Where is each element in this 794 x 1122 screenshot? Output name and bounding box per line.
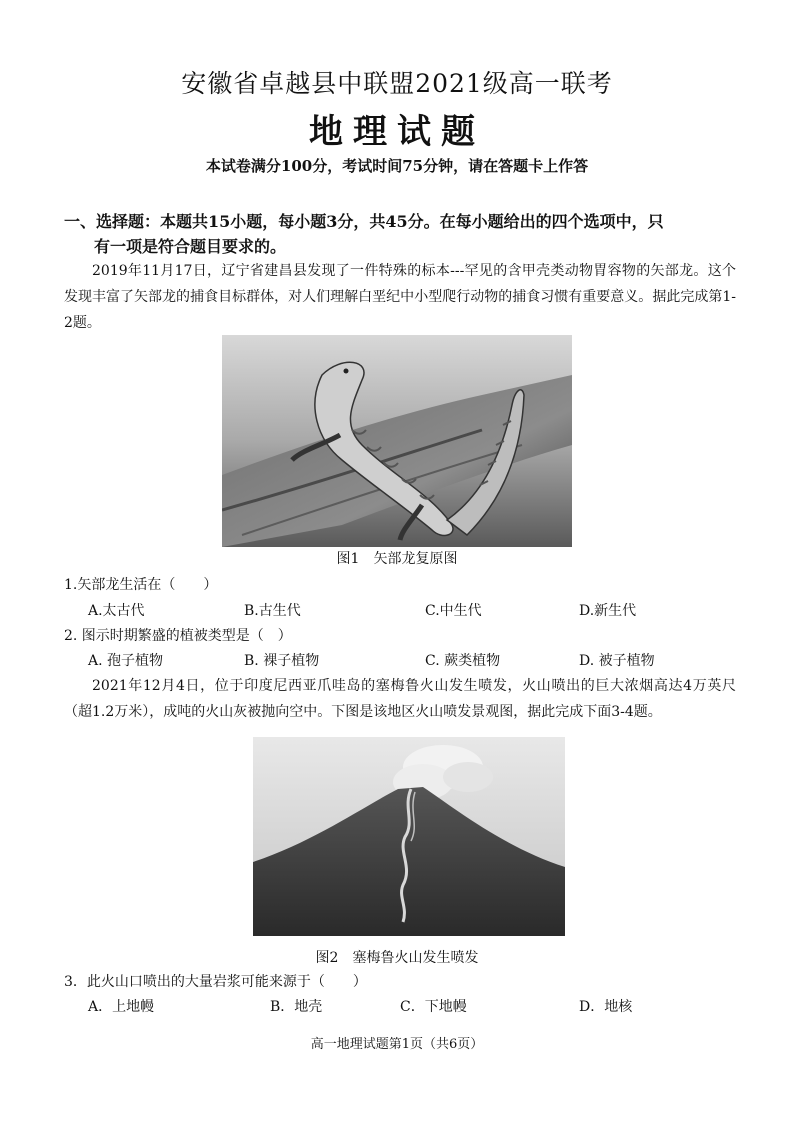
- question-2-option-b: B. 裸子植物: [244, 653, 320, 669]
- section-heading-line2: 有一项是符合题目要求的。: [94, 237, 287, 256]
- question-2-option-a: A. 孢子植物: [88, 653, 164, 669]
- question-1-stem: 1.矢部龙生活在（ ）: [64, 577, 218, 593]
- subject-title: 地理试题: [309, 112, 485, 152]
- passage-1: 2019年11月17日，辽宁省建昌县发现了一件特殊的标本---罕见的含甲壳类动物胃容物的矢部龙。这个发现丰富了矢部龙的捕食目标群体，对人们理解白垩纪中小型爬行动物的捕食习惯有重要意义。据此完成第1-2题。: [64, 263, 736, 331]
- question-2-stem: 2. 图示时期繁盛的植被类型是（ ）: [64, 628, 292, 644]
- question-3-option-d: D．地核: [579, 999, 633, 1015]
- question-3-stem: 3．此火山口喷出的大量岩浆可能来源于（ ）: [64, 974, 367, 990]
- section-heading-line1: 一、选择题：本题共15小题，每小题3分，共45分。在每小题给出的四个选项中，只: [64, 212, 664, 231]
- figure-1-lizard-image: [222, 335, 572, 547]
- question-1-option-c: C.中生代: [425, 603, 482, 619]
- question-3-option-b: B．地壳: [270, 999, 323, 1015]
- figure-1-caption: 图1 矢部龙复原图: [336, 551, 458, 567]
- question-2-option-d: D. 被子植物: [579, 653, 655, 669]
- question-1-option-a: A.太古代: [88, 603, 145, 619]
- passage-2: 2021年12月4日，位于印度尼西亚爪哇岛的塞梅鲁火山发生喷发，火山喷出的巨大浓烟高达4万英尺（超1.2万米），成吨的火山灰被抛向空中。下图是该地区火山喷发景观图，据此完成下面3-4题。: [64, 678, 736, 720]
- question-1-option-d: D.新生代: [579, 603, 637, 619]
- exam-note: 本试卷满分100分，考试时间75分钟，请在答题卡上作答: [205, 157, 589, 175]
- exam-title: 安徽省卓越县中联盟2021级高一联考: [181, 69, 613, 98]
- question-1-option-b: B.古生代: [244, 603, 301, 619]
- figure-2-caption: 图2 塞梅鲁火山发生喷发: [315, 950, 479, 966]
- page-footer: 高一地理试题第1页（共6页）: [310, 1037, 484, 1052]
- figure-2-volcano-image: [253, 737, 565, 936]
- question-3-option-c: C．下地幔: [400, 999, 467, 1015]
- question-3-option-a: A．上地幔: [88, 999, 155, 1015]
- section-heading: [64, 209, 736, 259]
- question-2-option-c: C. 蕨类植物: [425, 653, 501, 669]
